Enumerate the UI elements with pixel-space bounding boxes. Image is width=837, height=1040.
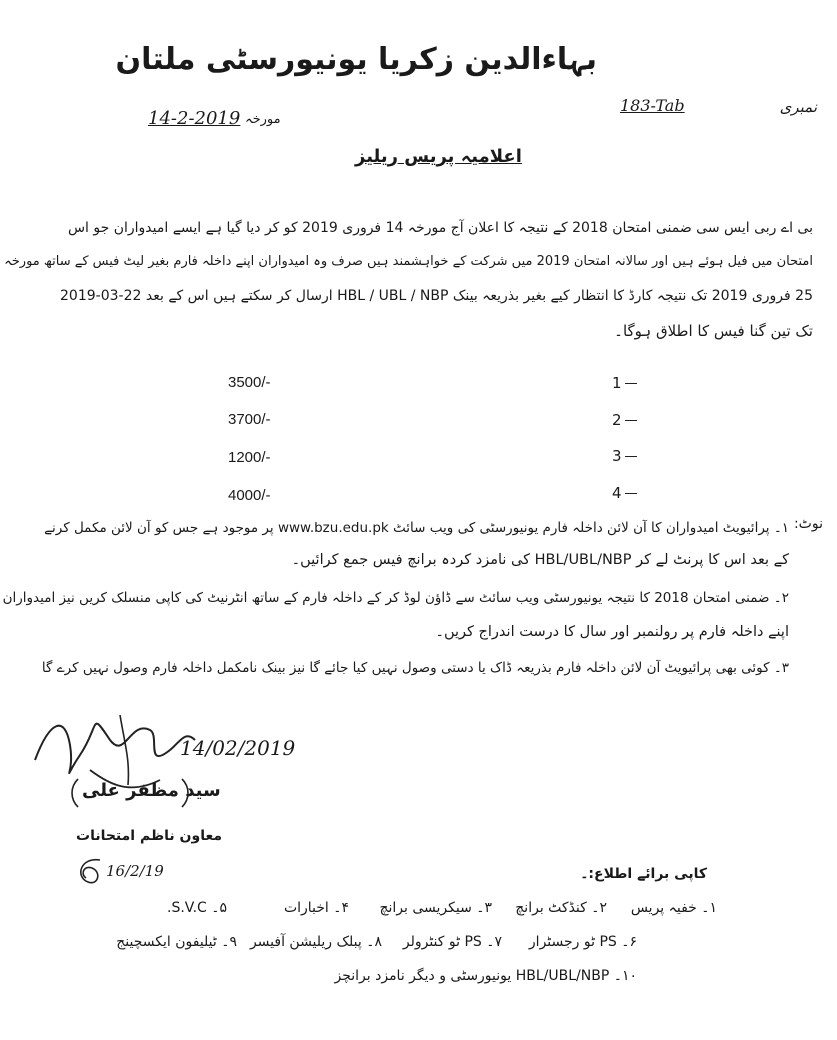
- body-line-2: امتحان میں فیل ہوئے ہیں اور سالانہ امتحان 2019 میں شرکت کے خواہشمند ہیں صرف وہ امیدواران اپنے داخلہ فارم بغیر لیٹ فیس کے ساتھ مورخہ: [4, 254, 813, 269]
- body-line-4: تک تین گنا فیس کا اطلاق ہوگا۔: [614, 322, 813, 340]
- note-line-5: ۳۔ کوئی بھی پرائیویٹ آن لائن داخلہ فارم بذریعہ ڈاک یا دستی وصول نہیں کیا جائے گا نیز بینک نامکمل داخلہ فارم وصول نہیں کرے گا: [41, 660, 789, 676]
- note-line-4: اپنے داخلہ فارم پر رولنمبر اور سال کا درست اندراج کریں۔: [435, 624, 789, 640]
- initials-scribble: [70, 852, 110, 892]
- fee-number: 3: [612, 447, 622, 465]
- copy-item: ۸۔ پبلک ریلیشن آفیسر: [249, 934, 382, 950]
- press-release-heading: اعلامیہ پریس ریلیز: [355, 146, 522, 167]
- fee-number: 2: [612, 411, 622, 429]
- copy-to-label: کاپی برائے اطلاع:۔: [580, 866, 707, 882]
- signer-designation: معاون ناظم امتحانات: [76, 828, 223, 844]
- note-line-3: ۲۔ ضمنی امتحان 2018 کا نتیجہ یونیورسٹی ویب سائٹ سے ڈاؤن لوڈ کر کے داخلہ فارم کے ساتھ انٹرنیٹ کی کاپی منسلک کریں نیز امیدواران: [2, 590, 789, 606]
- copy-item: ۳۔ سیکریسی برانچ: [379, 900, 492, 916]
- fee-number: 4: [612, 484, 622, 502]
- fee-amount: 1200/-: [228, 449, 271, 466]
- fee-dash: [625, 493, 637, 494]
- copy-item: ۵۔ S.V.C.: [167, 900, 227, 916]
- copy-item: ۷۔ PS ٹو کنٹرولر: [402, 934, 502, 950]
- fee-dash: [625, 383, 637, 384]
- copy-item: ۴۔ اخبارات: [283, 900, 349, 916]
- ref-label: نمبری: [779, 98, 817, 116]
- fee-dash: [625, 456, 637, 457]
- date-value: 14-2-2019: [148, 108, 241, 129]
- copy-item: ۱۔ خفیہ پریس: [630, 900, 717, 916]
- fee-amount: 4000/-: [228, 487, 271, 504]
- note-line-2: کے بعد اس کا پرنٹ لے کر HBL/UBL/NBP کی نامزد کردہ برانچ فیس جمع کرائیں۔: [291, 552, 789, 568]
- fee-number: 1: [612, 374, 622, 392]
- initials-date: 16/2/19: [106, 862, 164, 880]
- fee-amount: 3700/-: [228, 411, 271, 428]
- fee-amount: 3500/-: [228, 374, 271, 391]
- date-label: مورخہ: [245, 112, 281, 127]
- fee-dash: [625, 420, 637, 421]
- note-line-1: ۱۔ پرائیویٹ امیدواران کا آن لائن داخلہ فارم یونیورسٹی کی ویب سائٹ www.bzu.edu.pk پر موجود ہے جس کو آن لائن مکمل کرنے: [44, 520, 789, 536]
- copy-item: ۹۔ ٹیلیفون ایکسچینج: [116, 934, 237, 950]
- signature-date: 14/02/2019: [180, 736, 296, 760]
- ref-number: 183-Tab: [620, 96, 685, 115]
- copy-item: ۱۰۔ HBL/UBL/NBP یونیورسٹی و دیگر نامزد برانچز: [334, 968, 637, 984]
- signer-name: سید مظفر علی: [82, 780, 221, 801]
- university-name: بہاءالدین زکریا یونیورسٹی ملتان: [115, 42, 597, 77]
- stamp-bracket: [70, 775, 190, 811]
- copy-item: ۲۔ کنڈکٹ برانچ: [515, 900, 607, 916]
- body-line-3: 25 فروری 2019 تک نتیجہ کارڈ کا انتظار کیے بغیر بذریعہ بینک HBL / UBL / NBP ارسال کر سکتے ہیں اس کے بعد 22-03-2019: [60, 288, 813, 304]
- notes-label: نوٹ:: [793, 516, 823, 532]
- body-line-1: بی اے ربی ایس سی ضمنی امتحان 2018 کے نتیجہ کا اعلان آج مورخہ 14 فروری 2019 کو کر دیا گیا ہے ایسے امیدواران جو اس: [67, 220, 813, 236]
- copy-item: ۶۔ PS ٹو رجسٹرار: [528, 934, 637, 950]
